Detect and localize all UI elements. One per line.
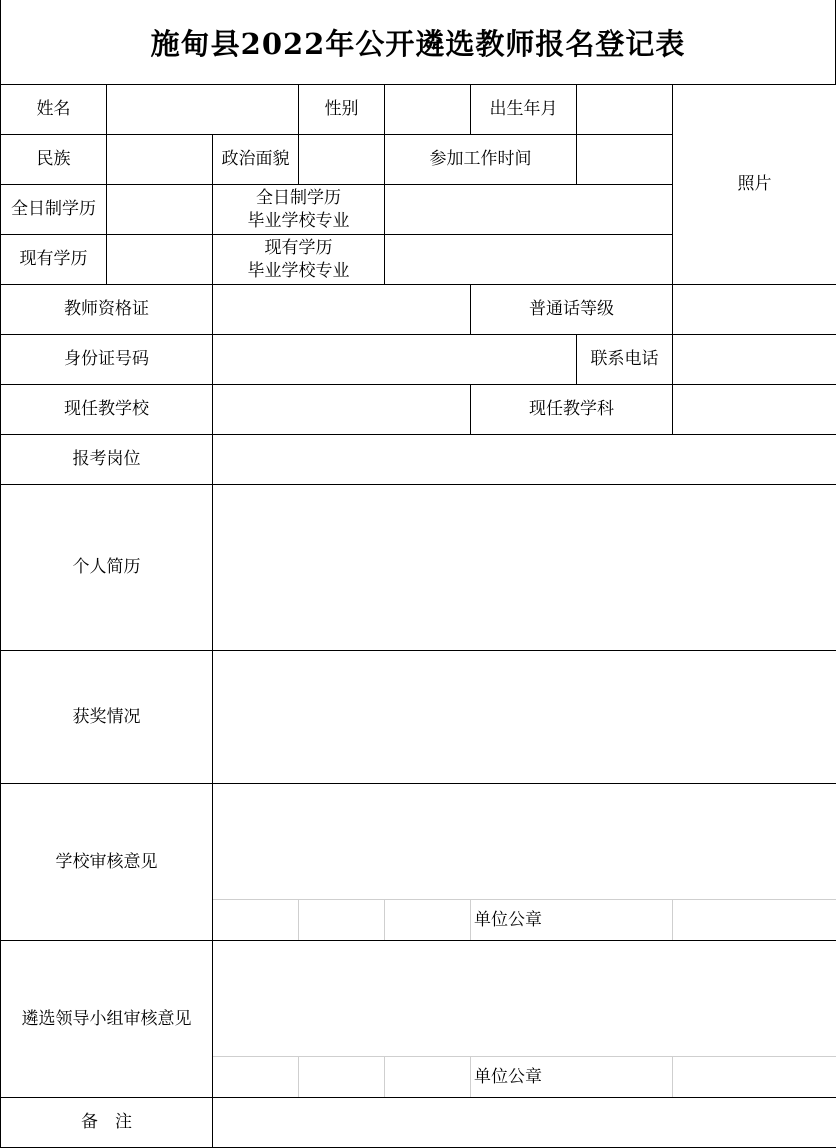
input-current-school-major[interactable]: [385, 235, 673, 285]
input-fulltime-school[interactable]: [385, 185, 673, 235]
input-awards[interactable]: [213, 651, 836, 784]
input-current-school-teaching[interactable]: [213, 385, 471, 435]
label-political: 政治面貌: [213, 135, 299, 185]
label-gender: 性别: [299, 85, 385, 135]
input-name[interactable]: [107, 85, 299, 135]
label-current-school-teaching: 现任教学校: [1, 385, 213, 435]
input-birth[interactable]: [577, 85, 673, 135]
school-review-seal: 单位公章: [471, 900, 673, 941]
label-school-review: 学校审核意见: [1, 784, 213, 941]
input-phone[interactable]: [673, 335, 836, 385]
label-resume: 个人简历: [1, 485, 213, 651]
group-review-seal: 单位公章: [471, 1057, 673, 1098]
label-teacher-cert: 教师资格证: [1, 285, 213, 335]
label-current-edu: 现有学历: [1, 235, 107, 285]
input-political[interactable]: [299, 135, 385, 185]
group-review-blank-4: [673, 1057, 836, 1098]
input-school-review[interactable]: [213, 784, 836, 900]
label-work-start: 参加工作时间: [385, 135, 577, 185]
input-fulltime-edu[interactable]: [107, 185, 213, 235]
input-group-review[interactable]: [213, 941, 836, 1057]
input-ethnicity[interactable]: [107, 135, 213, 185]
input-resume[interactable]: [213, 485, 836, 651]
label-remarks: 备 注: [1, 1098, 213, 1148]
label-current-school: [213, 235, 385, 285]
school-review-blank-1: [213, 900, 299, 941]
school-review-blank-3: [385, 900, 471, 941]
input-gender[interactable]: [385, 85, 471, 135]
input-current-edu[interactable]: [107, 235, 213, 285]
label-id-number: 身份证号码: [1, 335, 213, 385]
label-photo: 照片: [738, 174, 772, 194]
input-remarks[interactable]: [213, 1098, 836, 1148]
label-ethnicity: 民族: [1, 135, 107, 185]
label-fulltime-school-line1: 全日制学历: [213, 187, 384, 210]
input-position[interactable]: [213, 435, 836, 485]
label-fulltime-school: [213, 185, 385, 235]
registration-form: [0, 84, 836, 1148]
label-name: 姓名: [1, 85, 107, 135]
label-position: 报考岗位: [1, 435, 213, 485]
form-title: 施甸县2022年公开遴选教师报名登记表: [0, 0, 836, 84]
input-teacher-cert[interactable]: [213, 285, 471, 335]
label-fulltime-school-line2: 毕业学校专业: [213, 210, 384, 233]
label-fulltime-edu: 全日制学历: [1, 185, 107, 235]
photo-box[interactable]: [673, 85, 836, 285]
group-review-blank-2: [299, 1057, 385, 1098]
label-phone: 联系电话: [577, 335, 673, 385]
label-current-subject: 现任教学科: [471, 385, 673, 435]
label-awards: 获奖情况: [1, 651, 213, 784]
input-work-start[interactable]: [577, 135, 673, 185]
label-current-school-line2: 毕业学校专业: [213, 260, 384, 283]
group-review-blank-1: [213, 1057, 299, 1098]
school-review-blank-4: [673, 900, 836, 941]
input-current-subject[interactable]: [673, 385, 836, 435]
input-mandarin-level[interactable]: [673, 285, 836, 335]
input-id-number[interactable]: [213, 335, 577, 385]
label-birth: 出生年月: [471, 85, 577, 135]
group-review-blank-3: [385, 1057, 471, 1098]
label-group-review: 遴选领导小组审核意见: [1, 941, 213, 1098]
label-current-school-line1: 现有学历: [213, 237, 384, 260]
school-review-blank-2: [299, 900, 385, 941]
label-mandarin-level: 普通话等级: [471, 285, 673, 335]
